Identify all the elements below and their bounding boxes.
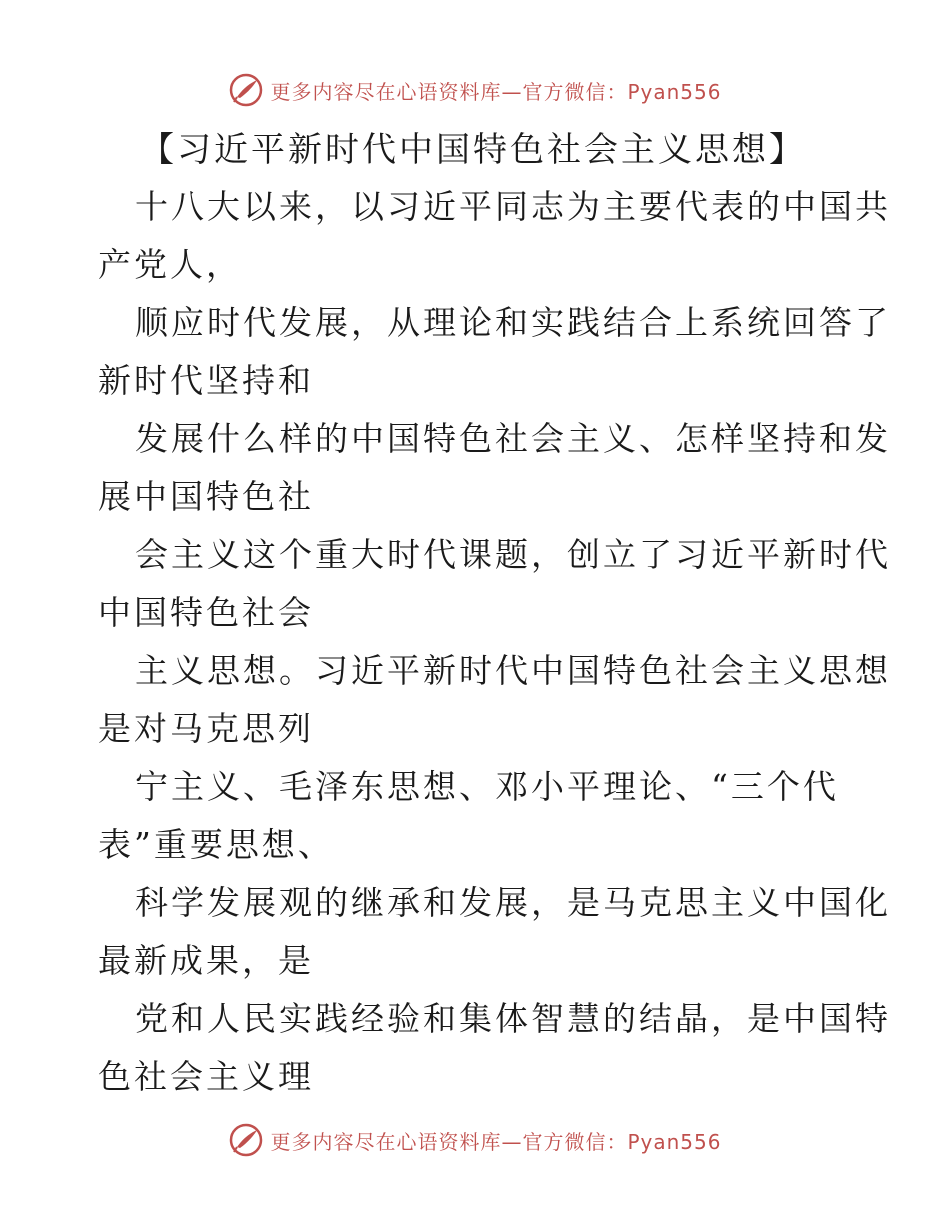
header-banner [0, 70, 950, 110]
feather-pen-logo-icon [228, 72, 264, 108]
body-line: 中国特色社会 [98, 593, 314, 632]
body-line: 十八大以来，以习近平同志为主要代表的中国共 [135, 187, 891, 226]
body-line: 宁主义、毛泽东思想、邓小平理论、“三个代 [135, 767, 839, 806]
body-line: 色社会主义理 [98, 1057, 314, 1096]
body-line: 科学发展观的继承和发展，是马克思主义中国化 [135, 883, 891, 922]
body-line: 党和人民实践经验和集体智慧的结晶，是中国特 [135, 999, 891, 1038]
body-line: 新时代坚持和 [98, 361, 314, 400]
body-line: 发展什么样的中国特色社会主义、怎样坚持和发 [135, 419, 891, 458]
body-line: 产党人， [98, 245, 242, 284]
body-line: 是对马克思列 [98, 709, 314, 748]
footer-banner-text: 更多内容尽在心语资料库—官方微信：Pyan556 [270, 1129, 722, 1154]
document-body [0, 178, 950, 1106]
header-banner-text: 更多内容尽在心语资料库—官方微信：Pyan556 [270, 79, 722, 104]
body-line: 最新成果，是 [98, 941, 314, 980]
footer-banner [0, 1120, 950, 1160]
body-line: 主义思想。习近平新时代中国特色社会主义思想 [135, 651, 891, 690]
body-line: 顺应时代发展，从理论和实践结合上系统回答了 [135, 303, 891, 342]
feather-pen-logo-icon [228, 1122, 264, 1158]
document-title: 【习近平新时代中国特色社会主义思想】 [140, 130, 806, 170]
body-line: 展中国特色社 [98, 477, 314, 516]
body-line: 表”重要思想、 [98, 825, 334, 864]
body-line: 会主义这个重大时代课题，创立了习近平新时代 [135, 535, 891, 574]
